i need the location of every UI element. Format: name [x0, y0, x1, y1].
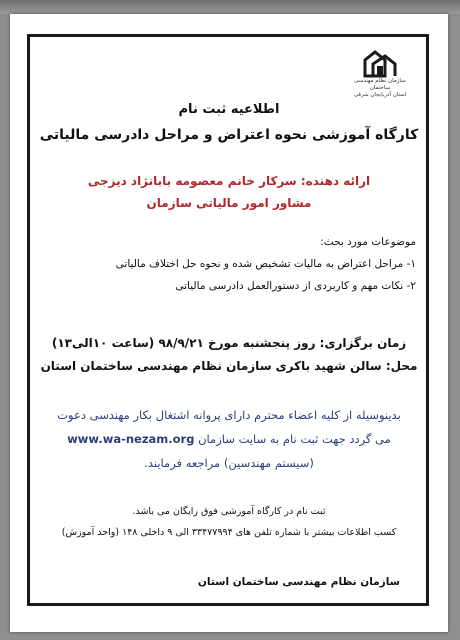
topics-heading: موضوعات مورد بحث:	[320, 236, 416, 248]
topic-item: ۱- مراحل اعتراض به مالیات تشخیص شده و نحوه حل اختلاف مالیاتی	[115, 258, 416, 270]
presenter-role: مشاور امور مالیاتی سازمان	[146, 196, 312, 210]
free-registration-note: ثبت نام در کارگاه آموزشی فوق رایگان می باشد.	[132, 506, 326, 517]
signature: سازمان نظام مهندسی ساختمان استان	[197, 576, 400, 588]
invitation-line-1: بدینوسیله از کلیه اعضاء محترم دارای پروانه اشتغال بکار مهندسی دعوت	[57, 408, 401, 422]
event-time: زمان برگزاری: روز پنجشنبه مورخ ۹۸/۹/۲۱ (ساعت ۱۰الی۱۳)	[51, 336, 407, 350]
page-border	[27, 34, 429, 606]
website-link[interactable]: www.wa-nezam.org	[67, 432, 195, 446]
logo-org-name: سازمان نظام مهندسی ساختمان	[354, 78, 406, 91]
topic-item: ۲- نکات مهم و کاربردی از دستورالعمل دادرسی مالیاتی	[175, 280, 416, 292]
window-top-strip	[0, 0, 460, 14]
announcement-sheet	[10, 14, 448, 632]
building-logo-icon	[363, 48, 397, 78]
invitation-line-3: (سیستم مهندسین) مراجعه فرمایند.	[144, 456, 314, 470]
event-place: محل: سالن شهید باکری سازمان نظام مهندسی ساختمان استان	[40, 359, 418, 373]
logo-org-province: استان آذربایجان شرقی	[353, 92, 407, 98]
organization-logo	[350, 48, 410, 99]
announcement-title: اطلاعیه ثبت نام	[178, 102, 280, 117]
invitation-line-2	[10, 432, 448, 446]
invitation-text: می گردد جهت ثبت نام به سایت سازمان	[194, 432, 391, 446]
contact-info: کسب اطلاعات بیشتر با شماره تلفن های ۳۳۴۷۷۹۹۴ الی ۹ داخلی ۱۴۸ (واحد آموزش)	[61, 527, 397, 538]
workshop-title: کارگاه آموزشی نحوه اعتراض و مراحل دادرسی مالیاتی	[39, 127, 419, 143]
presenter-name: ارائه دهنده: سرکار خانم معصومه بابانژاد دیزجی	[87, 174, 371, 188]
